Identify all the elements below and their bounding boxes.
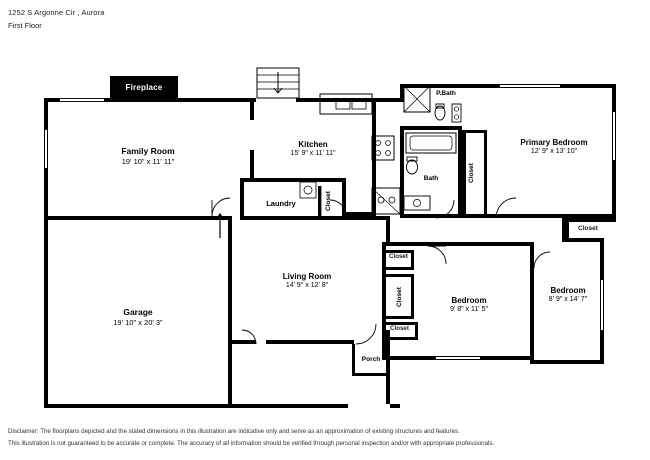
room-name: Kitchen <box>298 140 328 149</box>
closet-label-primary: Closet <box>468 163 475 183</box>
floor-label: First Floor <box>8 21 42 30</box>
room-name: Garage <box>123 307 153 317</box>
room-dimensions: 19' 10" x 20' 3" <box>113 317 163 327</box>
room-name: Porch <box>361 356 381 363</box>
room-name: Bath <box>423 175 439 182</box>
closet-label-laundry: Closet <box>325 191 332 211</box>
room-name: Family Room <box>121 146 175 156</box>
room-dimensions: 9' 8" x 11' 5" <box>450 306 488 313</box>
room-dimensions: 8' 9" x 14' 7" <box>548 296 588 303</box>
property-address: 1252 S Argonne Cir , Aurora <box>8 8 105 17</box>
disclaimer-line-2: This illustration is not guaranteed to be accurate or complete. The accuracy of all information should be verified through personal inspection and/or with appropriate professionals. <box>8 440 495 447</box>
closet-label-hall-c: Closet <box>390 325 409 332</box>
room-dimensions: 14' 9" x 12' 8" <box>285 282 329 289</box>
room-name: Bedroom <box>550 286 586 295</box>
disclaimer-line-1: Disclaimer: The floorplans depicted and the stated dimensions in this illustration are indicative only and serve as an approximation of existing structures and features. <box>8 428 460 435</box>
closet-label-hall-a: Closet <box>389 253 408 260</box>
room-name: Primary Bedroom <box>520 138 588 147</box>
room-dimensions: 19' 10" x 11' 11" <box>121 156 175 166</box>
room-name: Bedroom <box>451 296 487 305</box>
closet-label-hall-b: Closet <box>396 287 403 307</box>
room-dimensions: 12' 9" x 13' 10" <box>530 148 578 155</box>
room-dimensions: 15' 9" x 11' 11" <box>290 150 336 157</box>
room-name: Laundry <box>266 199 296 208</box>
fireplace-block: Fireplace <box>110 76 178 98</box>
room-name: Living Room <box>282 272 332 281</box>
room-name: P.Bath <box>436 90 456 97</box>
closet-label-right: Closet <box>578 225 598 232</box>
